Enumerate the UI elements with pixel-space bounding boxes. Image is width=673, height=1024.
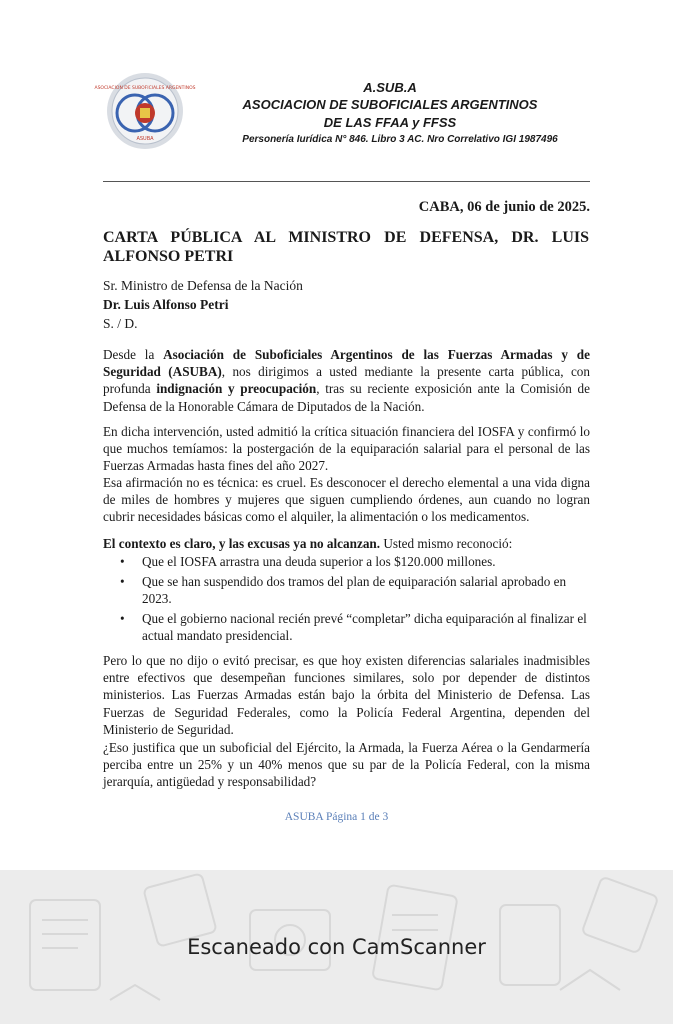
logo-text: ASOCIACION DE SUBOFICIALES ARGENTINOS bbox=[94, 86, 196, 91]
list-item: • Que el IOSFA arrastra una deuda superior a los $120.000 millones. bbox=[120, 554, 496, 569]
bullet-list bbox=[103, 553, 590, 647]
logo-abbr: ASUBA bbox=[136, 136, 154, 142]
recipient-salutation: S. / D. bbox=[103, 316, 138, 331]
org-name: ASOCIACION DE SUBOFICIALES ARGENTINOS bbox=[242, 97, 538, 112]
header-divider bbox=[103, 181, 590, 182]
list-item: • Que el gobierno nacional recién prevé “completar” dicha equiparación al finalizar el actual mandato presidencial. bbox=[120, 610, 587, 643]
bullet-icon: • bbox=[120, 573, 125, 589]
paragraph-4: El contexto es claro, y las excusas ya no alcanzan. Usted mismo reconoció: bbox=[103, 536, 513, 551]
camscanner-label: Escaneado con CamScanner bbox=[187, 935, 486, 959]
legal-registration: Personería Iurídica N° 846. Libro 3 AC. Nro Correlativo IGI 1987496 bbox=[242, 134, 558, 145]
org-subtitle: DE LAS FFAA y FFSS bbox=[323, 115, 457, 130]
letter-title: CARTA PÚBLICA AL MINISTRO DE DEFENSA, DR. LUIS ALFONSO PETRI bbox=[103, 229, 589, 265]
paragraph-3: Esa afirmación no es técnica: es cruel. Es desconocer el derecho elemental a una vida digna de miles de hombres y mujeres que siguen cumpliendo órdenes, aun cuando no logran cubrir necesidades básicas como el alquiler, la alimentación o los medicamentos. bbox=[103, 475, 590, 525]
org-short-name: A.SUB.A bbox=[363, 80, 417, 95]
list-item: • Que se han suspendido dos tramos del plan de equiparación salarial aprobado en 2023. bbox=[120, 573, 567, 606]
letter-date: CABA, 06 de junio de 2025. bbox=[418, 199, 590, 215]
bullet-icon: • bbox=[120, 554, 125, 569]
asuba-logo bbox=[94, 72, 196, 150]
paragraph-2: En dicha intervención, usted admitió la crítica situación financiera del IOSFA y confirmó lo que muchos temíamos: la postergación de la equiparación salarial para el personal de las Fuerzas Armadas hasta fines del año 2027. bbox=[103, 424, 590, 474]
paragraph-1: Desde la Asociación de Suboficiales Argentinos de las Fuerzas Armadas y de Seguridad (ASUBA), nos dirigimos a usted mediante la presente carta pública, con profunda indignación y preocupación, tras su reciente exposición ante la Comisión de Defensa de la Honorable Cámara de Diputados de la Nación. bbox=[103, 347, 590, 414]
bullet-icon: • bbox=[120, 610, 125, 626]
recipient-line-1: Sr. Ministro de Defensa de la Nación bbox=[103, 278, 303, 293]
recipient-name: Dr. Luis Alfonso Petri bbox=[103, 297, 229, 312]
paragraph-5: Pero lo que no dijo o evitó precisar, es que hoy existen diferencias salariales inadmisibles entre efectivos que desempeñan funciones similares, solo por depender de distintos ministerios. Las Fuerzas Armadas están bajo la órbita del Ministerio de Defensa. Las Fuerzas de Seguridad Federales, como la Policía Federal Argentina, dependen del Ministerio de Seguridad. bbox=[103, 653, 590, 737]
page-number: ASUBA Página 1 de 3 bbox=[284, 811, 389, 823]
paragraph-6: ¿Eso justifica que un suboficial del Ejército, la Armada, la Fuerza Aérea o la Gendarmería perciba entre un 25% y un 40% menos que su par de la Policía Federal, con la misma jerarquía, antigüedad y responsabilidad? bbox=[103, 740, 590, 790]
